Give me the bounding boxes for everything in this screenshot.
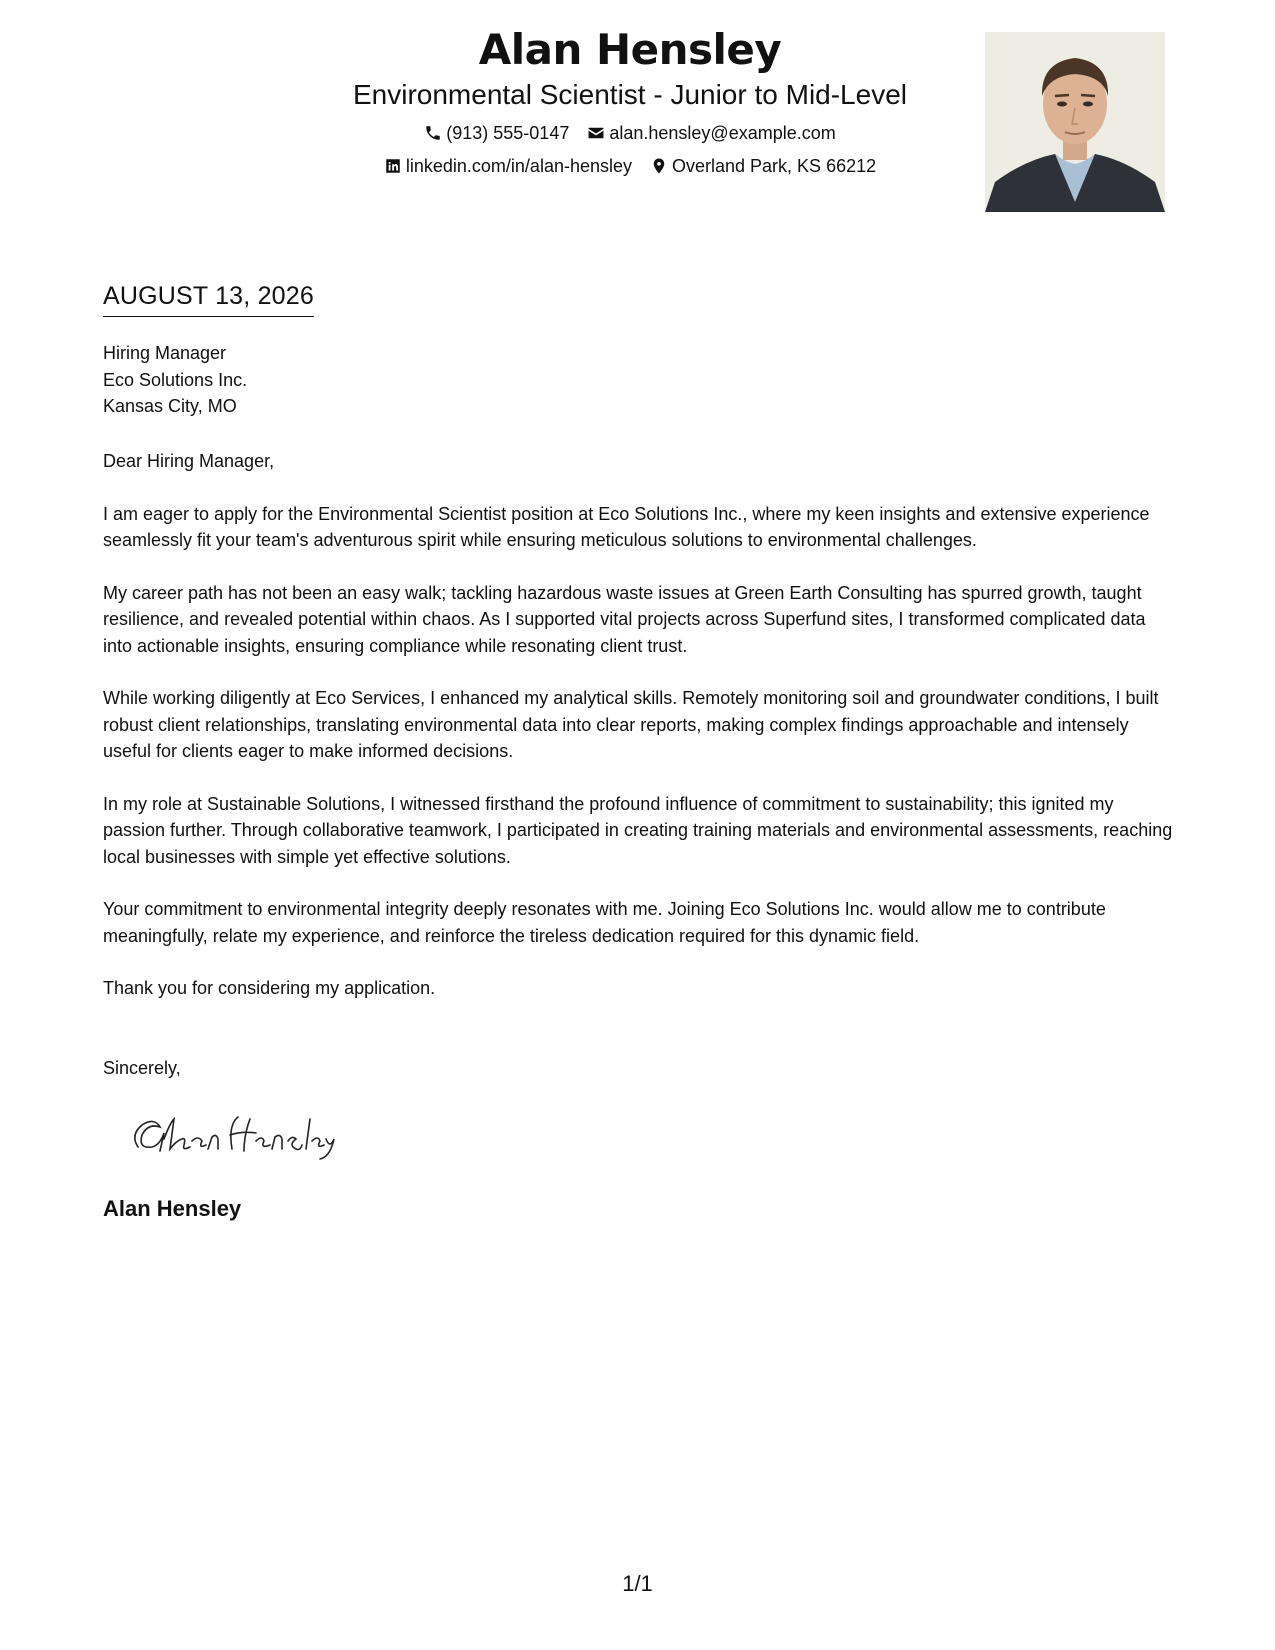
page-number: 1/1 [622, 1571, 653, 1596]
email-address: alan.hensley@example.com [609, 123, 836, 143]
handwritten-signature [120, 1105, 350, 1165]
paragraph-6: Thank you for considering my application. [103, 978, 436, 998]
phone-icon [424, 124, 442, 142]
contact-line-1 [230, 122, 1030, 144]
paragraph-2: My career path has not been an easy walk; tackling hazardous waste issues at Green Earth Consulting has spurred growth, taught resilience, and revealed potential within chaos. As I supported vital projects across Superfund sites, I transformed complicated data into actionable insights, ensuring compliance while resonating client trust. [103, 582, 1146, 656]
paragraph-1: I am eager to apply for the Environmental Scientist position at Eco Solutions Inc., where my keen insights and extensive experience seamlessly fit your team's adventurous spirit while ensuring meticulous solutions to environmental challenges. [103, 503, 1150, 550]
header-center [230, 22, 1030, 177]
signer-name: Alan Hensley [103, 1196, 242, 1221]
linkedin-url: linkedin.com/in/alan-hensley [405, 156, 632, 176]
letter-body [103, 448, 1178, 1028]
phone-number: (913) 555-0147 [446, 123, 570, 143]
phone-contact [424, 122, 569, 144]
letter-header [0, 22, 1275, 222]
applicant-name: Alan Hensley [478, 25, 782, 74]
applicant-photo [985, 32, 1165, 212]
paragraph-5: Your commitment to environmental integrity deeply resonates with me. Joining Eco Solutions Inc. would allow me to contribute meaningfully, relate my experience, and reinforce the tireless dedication required for this dynamic field. [103, 899, 1106, 946]
envelope-icon [587, 124, 605, 142]
recipient-block [103, 340, 247, 420]
paragraph-3: While working diligently at Eco Services, I enhanced my analytical skills. Remotely monitoring soil and groundwater conditions, I built robust client relationships, translating environmental data into clear reports, making complex findings approachable and intensely useful for clients eager to make informed decisions. [103, 688, 1159, 761]
location-contact [650, 155, 876, 177]
linkedin-icon [384, 157, 402, 175]
recipient-line-2: Eco Solutions Inc. [103, 369, 248, 390]
location-text: Overland Park, KS 66212 [672, 156, 877, 176]
closing: Sincerely, [103, 1058, 181, 1078]
recipient-line-1: Hiring Manager [103, 343, 227, 363]
applicant-title: Environmental Scientist - Junior to Mid-Level [352, 79, 907, 110]
recipient-line-3: Kansas City, MO [103, 396, 237, 416]
letter-date: AUGUST 13, 2026 [103, 280, 314, 317]
contact-line-2 [230, 155, 1030, 177]
linkedin-contact [384, 155, 632, 177]
map-pin-icon [650, 157, 668, 175]
email-contact [587, 122, 835, 144]
salutation: Dear Hiring Manager, [103, 451, 275, 471]
paragraph-4: In my role at Sustainable Solutions, I witnessed firsthand the profound influence of commitment to sustainability; this ignited my passion further. Through collaborative teamwork, I participated in creating training materials and environmental assessments, reaching local businesses with simple yet effective solutions. [103, 793, 1173, 867]
